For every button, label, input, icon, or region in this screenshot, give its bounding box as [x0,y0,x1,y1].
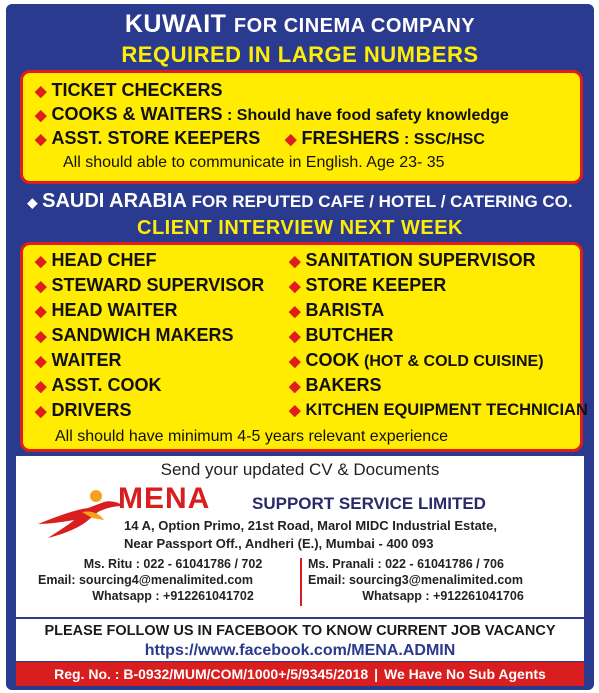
address-line-1: 14 A, Option Primo, 21st Road, Marol MIDC Industrial Estate, [124,518,497,533]
saudi-title-main: SAUDI ARABIA [42,190,187,212]
saudi-subtitle: CLIENT INTERVIEW NEXT WEEK [137,217,463,239]
saudi-note: All should have minimum 4-5 years relevant experience [55,428,449,445]
diamond-bullet-icon: ◆ [285,131,297,148]
diamond-bullet-icon: ◆ [289,378,301,395]
kuwait-title-sub: FOR CINEMA COMPANY [233,15,476,37]
diamond-bullet-icon: ◆ [35,131,47,148]
facebook-link[interactable]: https://www.facebook.com/MENA.ADMIN [144,642,456,659]
saudi-job-item: ◆ ASST. COOK [35,375,162,395]
contact-divider [300,558,302,606]
company-subtitle: SUPPORT SERVICE LIMITED [252,494,486,513]
running-man-logo-icon [34,486,126,542]
address-line-2: Near Passport Off., Andheri (E.), Mumbai - 400 093 [124,536,434,551]
diamond-bullet-icon: ◆ [35,83,47,100]
follow-text: PLEASE FOLLOW US IN FACEBOOK TO KNOW CURRENT JOB VACANCY [44,623,556,639]
saudi-job-item: ◆ STEWARD SUPERVISOR [35,275,265,295]
diamond-bullet-icon: ◆ [289,278,301,295]
kuwait-job-item: ◆ TICKET CHECKERS [35,80,223,100]
diamond-bullet-icon: ◆ [289,303,301,320]
kuwait-job-box [20,70,583,184]
kuwait-note: All should able to communicate in English. Age 23- 35 [63,154,445,171]
diamond-bullet-icon: ◆ [35,328,47,345]
whatsapp-pranali: Whatsapp : +912261041706 [362,589,524,603]
email-pranali: Email: sourcing3@menalimited.com [308,573,524,587]
saudi-job-item: ◆ COOK (HOT & COLD CUISINE) [289,350,544,370]
contact-ritu [38,556,308,604]
diamond-bullet-icon: ◆ [35,303,47,320]
contact-pranali [308,556,578,604]
saudi-title [6,190,594,214]
diamond-bullet-icon: ◆ [35,403,47,420]
diamond-bullet-icon: ◆ [35,378,47,395]
saudi-job-item: ◆ HEAD CHEF [35,250,157,270]
footer-bar [16,662,584,686]
saudi-job-item: ◆ SANITATION SUPERVISOR [289,250,536,270]
saudi-job-box [20,242,588,452]
diamond-bullet-icon: ◆ [289,253,301,270]
phone-pranali: Ms. Pranali : 022 - 61041786 / 706 [308,557,504,571]
kuwait-title [6,10,594,40]
saudi-job-item: ◆ SANDWICH MAKERS [35,325,234,345]
phone-ritu: Ms. Ritu : 022 - 61041786 / 702 [83,557,263,571]
saudi-job-item: ◆ BAKERS [289,375,382,395]
diamond-bullet-icon: ◆ [35,107,47,124]
saudi-job-item: ◆ BARISTA [289,300,385,320]
email-ritu: Email: sourcing4@menalimited.com [38,573,254,587]
diamond-bullet-icon: ◆ [35,278,47,295]
diamond-bullet-icon: ◆ [289,353,301,370]
facebook-follow [16,619,584,661]
saudi-title-sub: FOR REPUTED CAFE / HOTEL / CATERING CO. [191,192,573,211]
footer-separator: | [374,666,379,682]
saudi-job-item: ◆ HEAD WAITER [35,300,178,320]
advertisement-frame [6,4,594,690]
diamond-bullet-icon: ◆ [289,328,301,345]
company-name: MENA [118,482,211,515]
whatsapp-ritu: Whatsapp : +912261041702 [92,589,254,603]
diamond-bullet-icon: ◆ [35,253,47,270]
kuwait-job-item: ◆ COOKS & WAITERS : Should have food safety knowledge [35,104,509,124]
registration-number: Reg. No. : B-0932/MUM/COM/1000+/5/9345/2018 [54,666,369,682]
footer-tagline: We Have No Sub Agents [384,666,546,682]
kuwait-job-item: ◆ FRESHERS : SSC/HSC [285,128,485,148]
kuwait-title-main: KUWAIT [124,10,227,38]
diamond-bullet-icon: ◆ [35,353,47,370]
contact-panel [16,456,584,617]
kuwait-subtitle: REQUIRED IN LARGE NUMBERS [121,42,479,67]
saudi-job-item: ◆ STORE KEEPER [289,275,447,295]
kuwait-job-item: ◆ ASST. STORE KEEPERS [35,128,261,148]
saudi-job-item: ◆ BUTCHER [289,325,394,345]
diamond-bullet-icon: ◆ [289,402,301,419]
send-cv-text: Send your updated CV & Documents [160,460,440,479]
saudi-job-item: ◆ KITCHEN EQUIPMENT TECHNICIAN [289,401,588,419]
diamond-bullet-icon: ◆ [27,195,38,210]
saudi-job-item: ◆ WAITER [35,350,122,370]
saudi-job-item: ◆ DRIVERS [35,400,132,420]
